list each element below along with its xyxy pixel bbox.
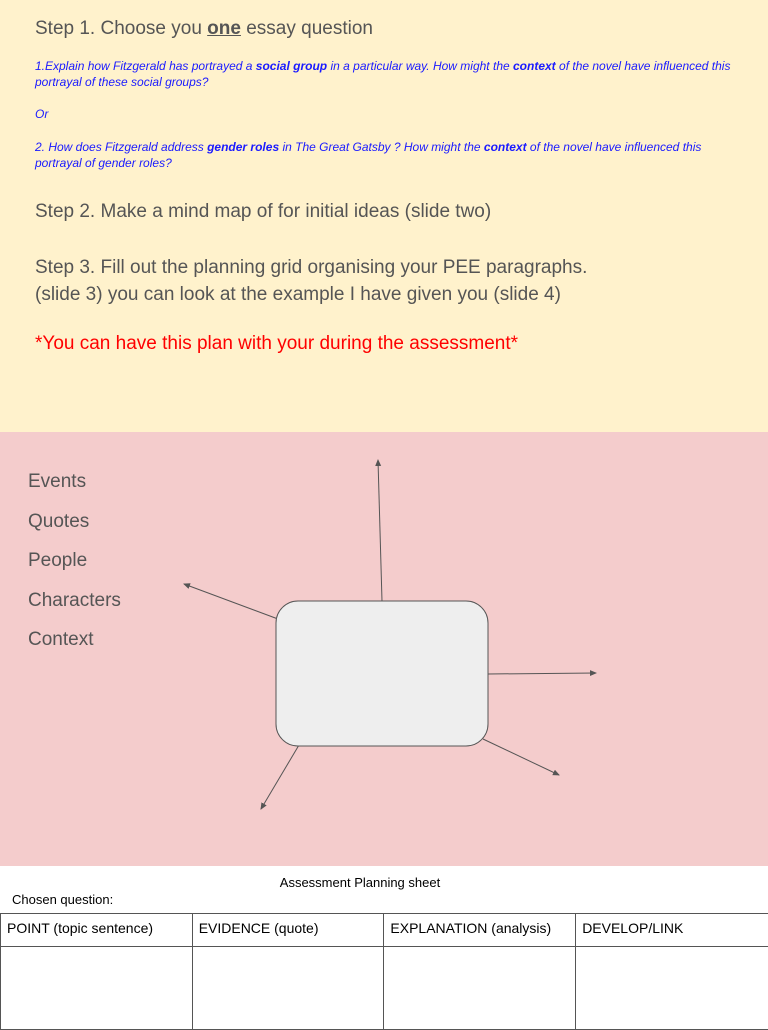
grid-cell-evidence[interactable]	[192, 947, 384, 1030]
essay-question-2: 2. How does Fitzgerald address gender roles in The Great Gatsby ? How might the context of the novel have influenced this portrayal of gender roles?	[35, 139, 735, 171]
planning-grid	[0, 913, 768, 1030]
step3-line-1: Step 3. Fill out the planning grid organising your PEE paragraphs.	[35, 254, 587, 281]
step1-emphasis: one	[207, 18, 241, 39]
category-context: Context	[28, 628, 121, 668]
grid-row	[1, 947, 768, 1030]
step2-heading: Step 2. Make a mind map of for initial ideas (slide two)	[35, 201, 491, 223]
arrow-down-left	[261, 745, 299, 809]
step3-line-2: (slide 3) you can look at the example I have given you (slide 4)	[35, 281, 587, 308]
arrow-down-right	[483, 739, 559, 775]
essay-question-1: 1.Explain how Fitzgerald has portrayed a social group in a particular way. How might the context of the novel have influenced this portrayal of these social groups?	[35, 58, 735, 90]
column-evidence: EVIDENCE (quote)	[192, 914, 384, 947]
category-people: People	[28, 549, 121, 589]
chosen-question-label: Chosen question:	[12, 892, 113, 907]
grid-cell-explanation[interactable]	[384, 947, 576, 1030]
planning-sheet-slide	[0, 866, 768, 1024]
category-characters: Characters	[28, 589, 121, 629]
column-explanation: EXPLANATION (analysis)	[384, 914, 576, 947]
arrow-left	[184, 584, 278, 619]
category-events: Events	[28, 470, 121, 510]
or-separator: Or	[35, 106, 735, 122]
step1-heading: Step 1. Choose you one essay question	[35, 18, 373, 40]
central-box	[276, 601, 488, 746]
keyword-gender-roles: gender roles	[207, 140, 279, 154]
arrow-right	[488, 673, 596, 674]
mind-map-slide	[0, 432, 768, 866]
keyword-context: context	[513, 59, 556, 73]
sheet-title: Assessment Planning sheet	[0, 875, 720, 890]
keyword-context: context	[484, 140, 527, 154]
assessment-note: *You can have this plan with your during the assessment*	[35, 333, 518, 355]
grid-cell-point[interactable]	[1, 947, 193, 1030]
instructions-slide	[0, 0, 768, 432]
grid-cell-develop-link[interactable]	[576, 947, 768, 1030]
step3-heading	[35, 254, 587, 308]
grid-header-row	[1, 914, 768, 947]
keyword-social-group: social group	[256, 59, 327, 73]
mind-map-diagram	[0, 432, 768, 866]
column-point: POINT (topic sentence)	[1, 914, 193, 947]
arrow-up	[378, 460, 382, 601]
category-quotes: Quotes	[28, 510, 121, 550]
column-develop-link: DEVELOP/LINK	[576, 914, 768, 947]
